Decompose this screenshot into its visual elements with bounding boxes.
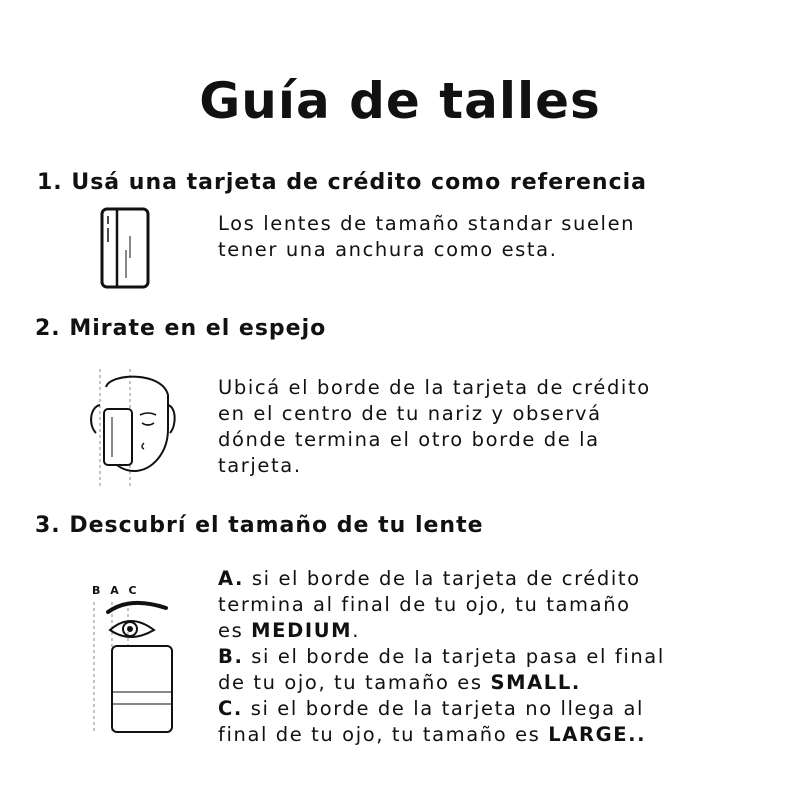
option-c-line	[218, 696, 665, 722]
option-c-letter: C.	[218, 697, 243, 720]
step-2-text-line: tarjeta.	[218, 454, 302, 477]
step-2-heading: 2. Mirate en el espejo	[35, 316, 327, 341]
option-b-text: si el borde de la tarjeta pasa el final	[251, 645, 665, 668]
figure-labels: B A C	[92, 584, 140, 597]
option-a-prefix: es	[218, 619, 244, 642]
page-title: Guía de talles	[199, 72, 601, 130]
step-2-text	[218, 375, 651, 479]
size-large: LARGE..	[548, 723, 647, 746]
option-c-line	[218, 722, 665, 748]
option-c-prefix: final de tu ojo, tu tamaño es	[218, 723, 541, 746]
step-3-text	[218, 566, 665, 748]
option-b-line	[218, 644, 665, 670]
option-a-suffix: .	[352, 619, 360, 642]
step-1-heading: 1. Usá una tarjeta de crédito como referencia	[37, 170, 648, 195]
option-a-line: termina al final de tu ojo, tu tamaño	[218, 593, 631, 616]
step-1-text	[218, 211, 635, 263]
step-3-heading: 3. Descubrí el tamaño de tu lente	[35, 513, 484, 538]
step-1-text-line: Los lentes de tamaño standar suelen	[218, 212, 636, 235]
option-c-text: si el borde de la tarjeta no llega al	[250, 697, 645, 720]
step-1-text-line: tener una anchura como esta.	[218, 238, 558, 261]
size-medium: MEDIUM	[251, 619, 353, 642]
option-b-line	[218, 670, 665, 696]
option-b-letter: B.	[218, 645, 244, 668]
option-b-prefix: de tu ojo, tu tamaño es	[218, 671, 483, 694]
option-a-line	[218, 566, 665, 592]
option-a-text: si el borde de la tarjeta de crédito	[251, 567, 641, 590]
step-2-text-line: dónde termina el otro borde de la	[218, 428, 600, 451]
eye-card-measure-icon	[84, 574, 184, 740]
step-2-text-line: en el centro de tu nariz y observá	[218, 402, 602, 425]
option-a-letter: A.	[218, 567, 245, 590]
size-small: SMALL.	[490, 671, 581, 694]
face-mirror-icon	[82, 367, 182, 489]
credit-card-icon	[96, 206, 158, 290]
option-a-line	[218, 618, 665, 644]
step-2-text-line: Ubicá el borde de la tarjeta de crédito	[218, 376, 651, 399]
